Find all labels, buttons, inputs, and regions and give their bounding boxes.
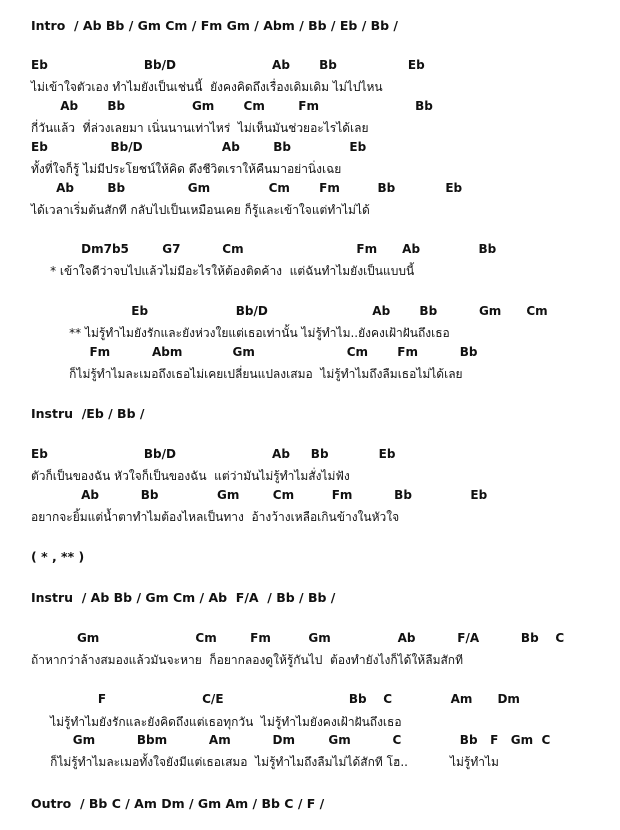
chord-line: Ab Bb Gm Cm Fm Bb — [31, 99, 433, 113]
lyric-line: ก็ไม่รู้ทำไมละเมอถึงเธอไม่เคยเปลี่ยนแปลงเสมอ ไม่รู้ทำไมถึงลืมเธอไม่ได้เลย — [31, 367, 463, 381]
lyric-line: ก็ไม่รู้ทำไมละเมอทั้งใจยังมีแต่เธอเสมอ ไม่รู้ทำไมถึงลืมไม่ได้สักที โฮ.. ไม่รู้ทำไม — [31, 755, 499, 769]
chord-line: Gm Cm Fm Gm Ab F/A Bb C — [31, 631, 565, 645]
chord-line: F C/E Bb C Am Dm — [31, 692, 520, 706]
lyric-line: กี่วันแล้ว ที่ล่วงเลยมา เนิ่นนานเท่าไหร่ ไม่เห็นมันช่วยอะไรได้เลย — [31, 121, 369, 135]
section-label: Instru / Ab Bb / Gm Cm / Ab F/A / Bb / Bb / — [31, 590, 336, 605]
section-label: Intro / Ab Bb / Gm Cm / Fm Gm / Abm / Bb / Eb / Bb / — [31, 18, 398, 33]
lyric-line: ไม่รู้ทำไมยังรักและยังคิดถึงแต่เธอทุกวัน ไม่รู้ทำไมยังคงเฝ้าฝันถึงเธอ — [31, 715, 402, 729]
section-label: Outro / Bb C / Am Dm / Gm Am / Bb C / F / — [31, 796, 325, 811]
lyric-line: ได้เวลาเริ่มต้นสักที กลับไปเป็นเหมือนเคย ก็รู้และเข้าใจแต่ทำไม่ได้ — [31, 203, 370, 217]
lyric-line: ตัวก็เป็นของฉัน หัวใจก็เป็นของฉัน แต่ว่ามันไม่รู้ทำไมสั่งไม่ฟัง — [31, 469, 350, 483]
chord-line: Ab Bb Gm Cm Fm Bb Eb — [31, 181, 463, 195]
lyric-line: ** ไม่รู้ทำไมยังรักและยังห่วงใยแต่เธอเท่านั้น ไม่รู้ทำไม..ยังคงเฝ้าฝันถึงเธอ — [31, 326, 450, 340]
chord-line: Dm7b5 G7 Cm Fm Ab Bb — [31, 242, 497, 256]
lyric-line: * เข้าใจดีว่าจบไปแล้วไม่มีอะไรให้ต้องติดค้าง แต่ฉันทำไมยังเป็นแบบนี้ — [31, 264, 415, 278]
lyric-line: ไม่เข้าใจตัวเอง ทำไมยังเป็นเช่นนี้ ยังคงคิดถึงเรื่องเดิมเดิม ไม่ไปไหน — [31, 80, 383, 94]
lyric-line: ทั้งที่ใจก็รู้ ไม่มีประโยชน์ให้คิด ดึงชีวิตเราให้คืนมาอย่านิ่งเฉย — [31, 162, 342, 176]
chord-line: Gm Bbm Am Dm Gm C Bb F Gm C — [31, 733, 551, 747]
chord-line: Eb Bb/D Ab Bb Gm Cm — [31, 304, 548, 318]
chord-line: Eb Bb/D Ab Bb Eb — [31, 447, 396, 461]
lyric-line: ถ้าหากว่าล้างสมองแล้วมันจะหาย ก็อยากลองดูให้รู้กันไป ต้องทำยังไงก็ได้ให้ลืมสักที — [31, 653, 463, 667]
section-label: ( * , ** ) — [31, 549, 85, 564]
chord-line: Eb Bb/D Ab Bb Eb — [31, 58, 425, 72]
chord-line: Ab Bb Gm Cm Fm Bb Eb — [31, 488, 488, 502]
section-label: Instru /Eb / Bb / — [31, 406, 145, 421]
lyric-line: อยากจะยิ้มแต่น้ำตาทำไมต้องไหลเป็นทาง อ้างว้างเหลือเกินข้างในหัวใจ — [31, 510, 400, 524]
chord-line: Fm Abm Gm Cm Fm Bb — [31, 345, 478, 359]
chord-line: Eb Bb/D Ab Bb Eb — [31, 140, 367, 154]
